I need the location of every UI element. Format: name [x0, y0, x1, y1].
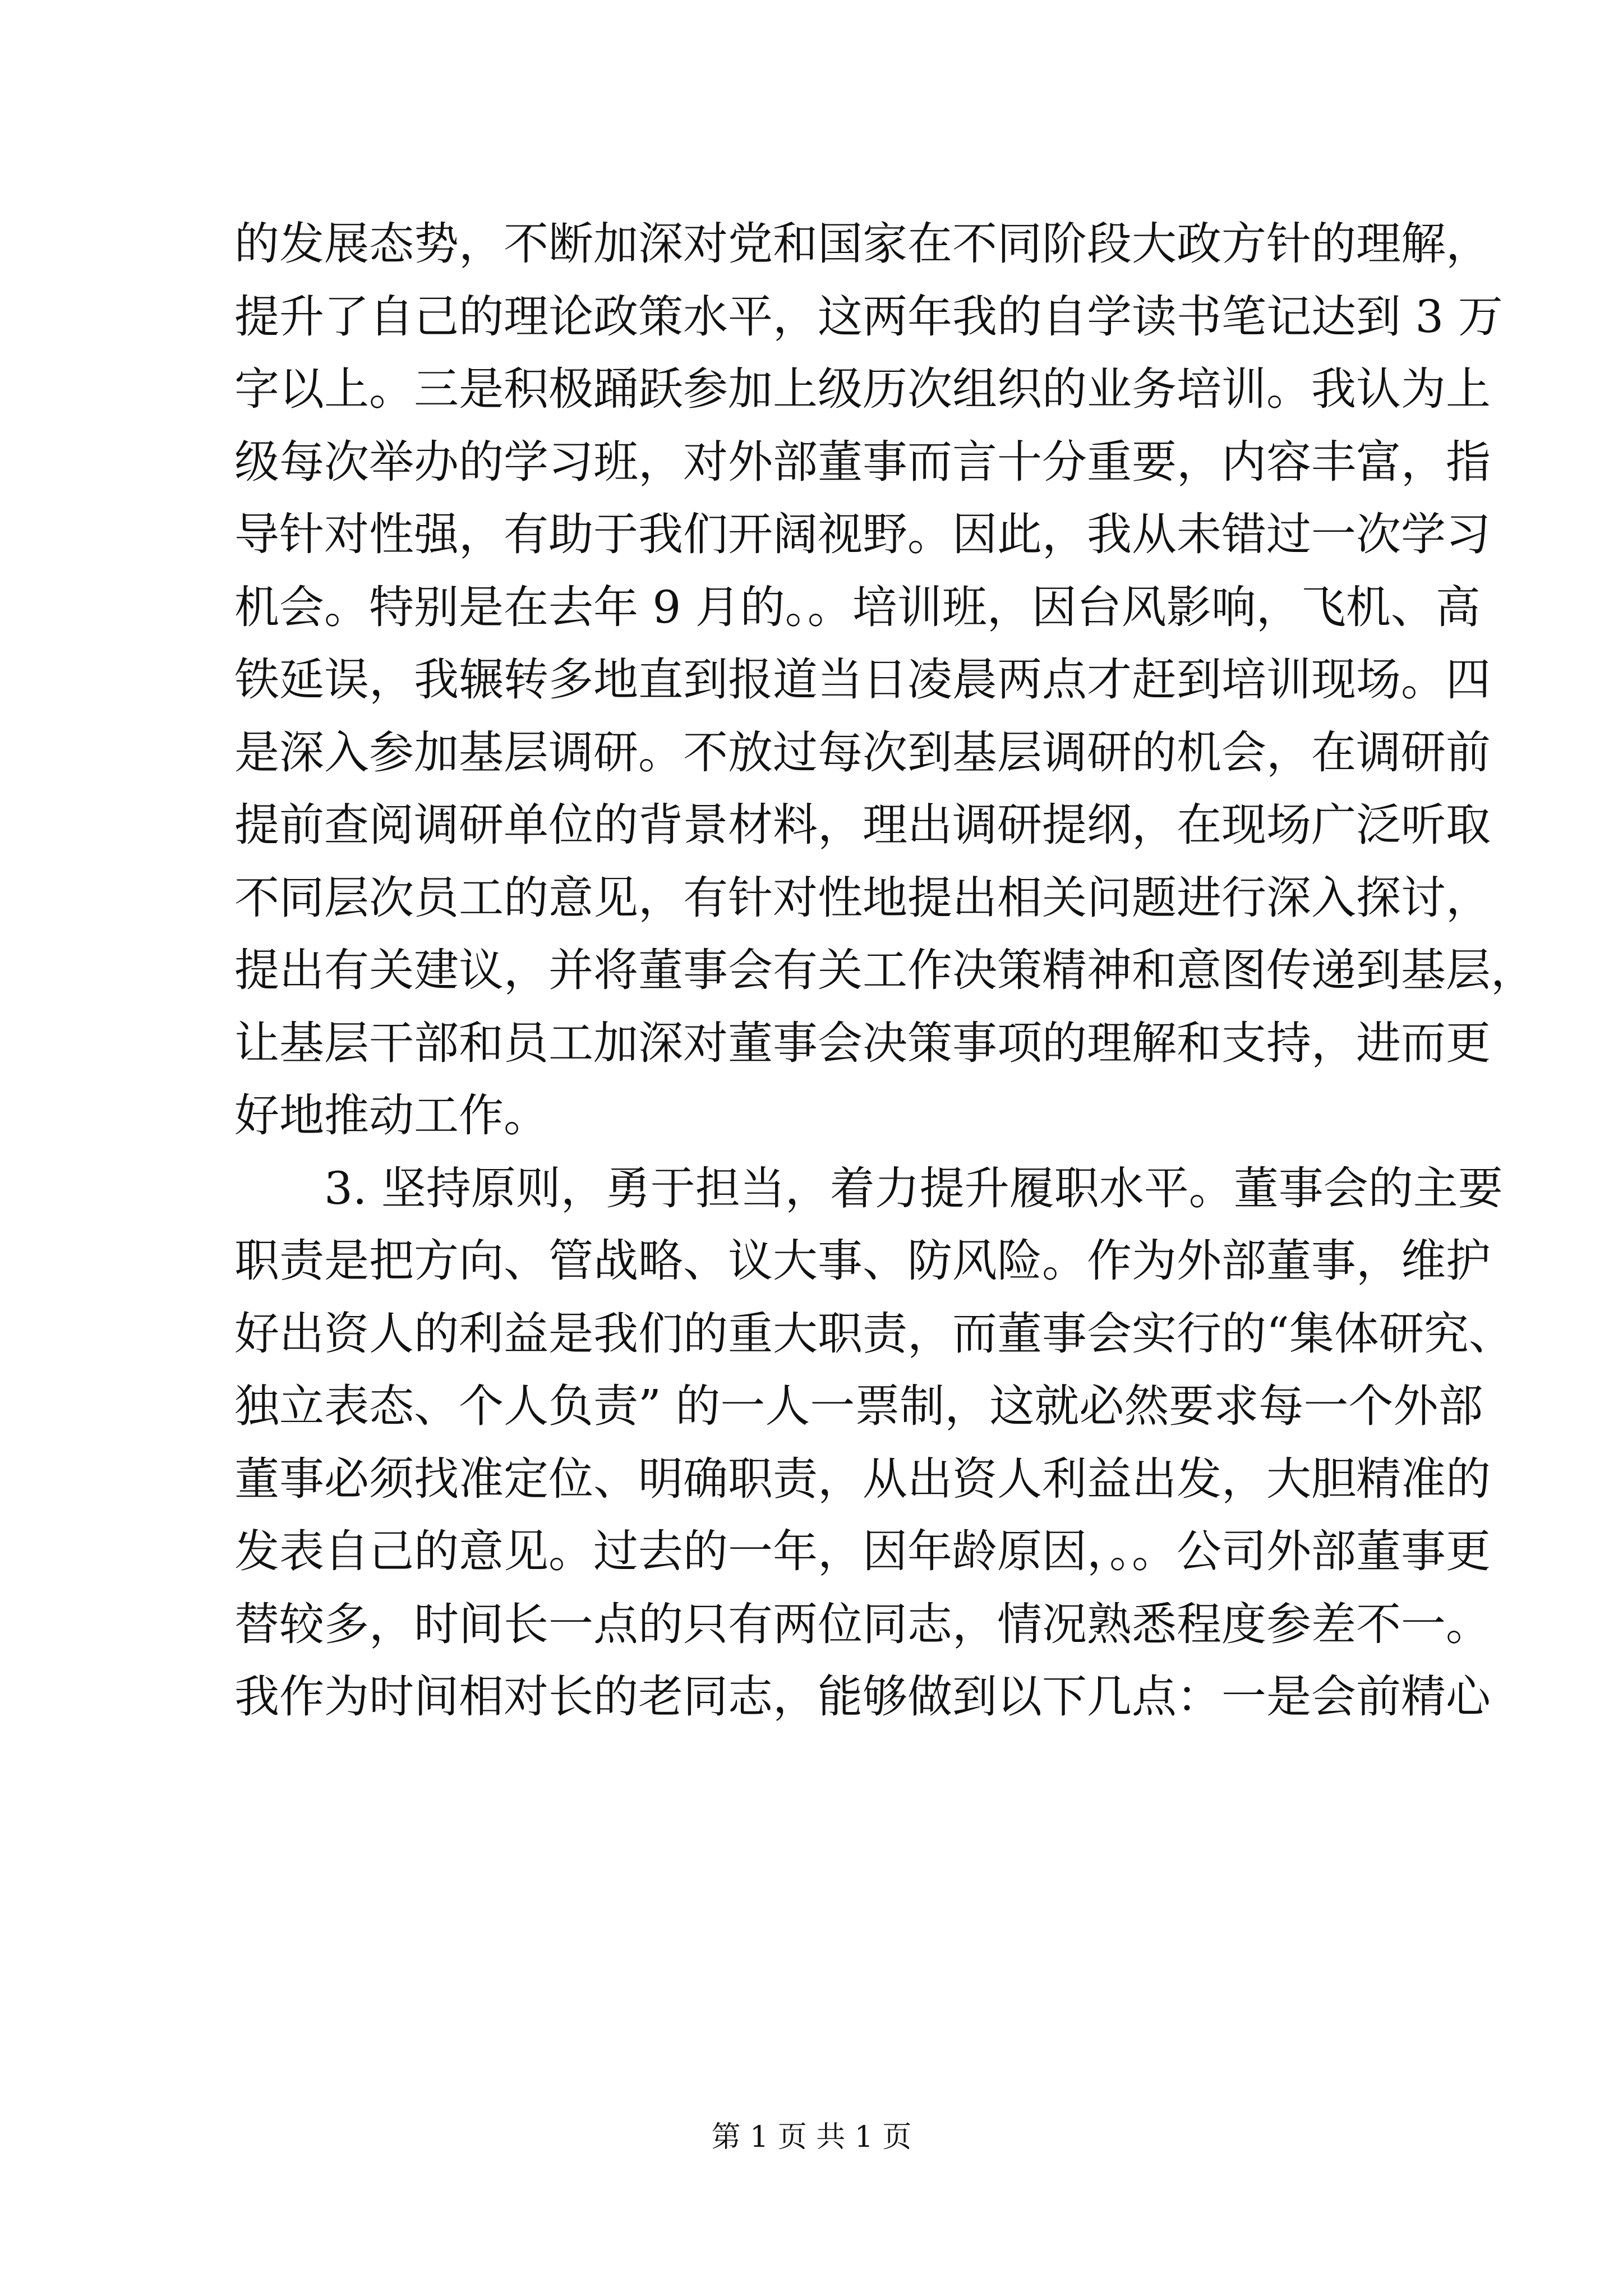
text-line: 提前查阅调研单位的背景材料，理出调研提纲，在现场广泛听取 — [234, 799, 1491, 851]
text-line: 字以上。三是积极踊跃参加上级历次组织的业务培训。我认为上 — [234, 363, 1491, 415]
text-line: 董事必须找准定位、明确职责，从出资人利益出发，大胆精准的 — [234, 1452, 1491, 1505]
text-line: 让基层干部和员工加深对董事会决策事项的理解和支持，进而更 — [234, 1016, 1491, 1069]
text-line: 级每次举办的学习班，对外部董事而言十分重要，内容丰富，指 — [234, 435, 1491, 488]
text-line: 是深入参加基层调研。不放过每次到基层调研的机会，在调研前 — [234, 726, 1491, 779]
text-line: 的发展态势，不断加深对党和国家在不同阶段大政方针的理解， — [234, 218, 1491, 270]
text-line: 提出有关建议，并将董事会有关工作决策精神和意图传递到基层， — [234, 944, 1536, 996]
paragraph-2 — [234, 1152, 1514, 1733]
text-line: 提升了自己的理论政策水平，这两年我的自学读书笔记达到 3 万 — [234, 290, 1503, 343]
text-line: 好出资人的利益是我们的重大职责，而董事会实行的“集体研究、 — [234, 1307, 1514, 1360]
page-footer — [0, 2115, 1623, 2160]
text-line: 替较多，时间长一点的只有两位同志，情况熟悉程度参差不一。 — [234, 1598, 1491, 1650]
text-line: 独立表态、个人负责” 的一人一票制，这就必然要求每一个外部 — [234, 1380, 1483, 1432]
text-line: 我作为时间相对长的老同志，能够做到以下几点：一是会前精心 — [234, 1671, 1491, 1723]
text-line: 不同层次员工的意见，有针对性地提出相关问题进行深入探讨， — [234, 871, 1491, 924]
text-line: 导针对性强，有助于我们开阔视野。因此，我从未错过一次学习 — [234, 508, 1491, 560]
text-line: 好地推动工作。 — [234, 1089, 548, 1142]
paragraph-1 — [234, 208, 1536, 1152]
text-line: 3. 坚持原则，勇于担当，着力提升履职水平。董事会的主要 — [324, 1162, 1503, 1214]
document-body — [234, 208, 1536, 1733]
text-line: 铁延误，我辗转多地直到报道当日凌晨两点才赶到培训现场。四 — [234, 654, 1491, 706]
text-line: 发表自己的意见。过去的一年，因年龄原因，。。公司外部董事更 — [234, 1525, 1491, 1577]
text-line: 职责是把方向、管战略、议大事、防风险。作为外部董事，维护 — [234, 1235, 1491, 1287]
page-number: 第 1 页 共 1 页 — [711, 2120, 912, 2154]
text-line: 机会。特别是在去年 9 月的。。培训班，因台风影响，飞机、高 — [234, 581, 1481, 633]
